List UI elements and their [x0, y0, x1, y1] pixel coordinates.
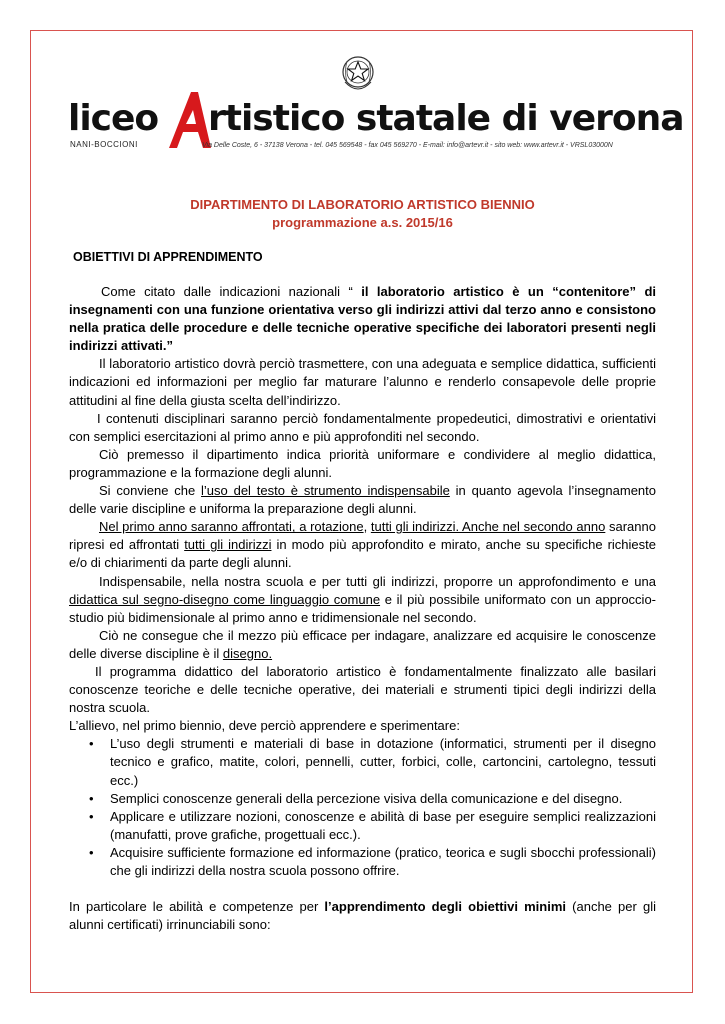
p6-text-c: in modo più approfondito e mirato, anche su specifiche richieste e/o di chiarimenti da parte degli alunni. [69, 537, 656, 571]
logo-word-rest: rtistico statale di verona [208, 98, 684, 139]
bullet-icon: • [89, 808, 94, 824]
paragraph-1 [69, 283, 656, 355]
list-item-text: Semplici conoscenze generali della percezione visiva della comunicazione e del disegno. [110, 790, 623, 806]
list-item-text: Applicare e utilizzare nozioni, conoscenze e abilità di base per eseguire semplici realizzazioni (manufatti, prove grafiche, progettuali ecc.). [110, 808, 656, 842]
p11-bold: l’apprendimento degli obiettivi minimi [324, 899, 567, 915]
p7-text-a: Indispensabile, nella nostra scuola e per tutti gli indirizzi, proporre un approfondimento e una [99, 573, 656, 589]
p8-underlined: disegno. [222, 645, 273, 661]
paragraph-6 [69, 518, 656, 572]
paragraph-8 [69, 627, 656, 663]
p5-underlined: l’uso del testo è strumento indispensabile [201, 483, 450, 499]
list-item-text: L’uso degli strumenti e materiali di base in dotazione (informatici, strumenti per il disegno tecnico e grafico, matite, colori, pennelli, cutter, forbici, colle, cartoncini, cartolegno, tessuti ecc.) [110, 736, 656, 788]
p7-underlined: didattica sul segno-disegno come linguaggio comune [69, 591, 381, 607]
bullet-icon: • [89, 790, 94, 806]
paragraph-3: I contenuti disciplinari saranno perciò fondamentalmente propedeutici, dimostrativi e orientativi con semplici esercitazioni al primo anno e più approfonditi nel secondo. [69, 410, 656, 444]
paragraph-9: Il programma didattico del laboratorio artistico è fondamentalmente finalizzato alle basilari conoscenze teoriche e delle tecniche operative, dei materiali e strumenti tipici degli indirizzi della nostra scuola. [69, 663, 656, 716]
p1-intro: Come citato dalle indicazioni nazionali “ [101, 284, 362, 299]
logo-word-liceo: liceo [68, 98, 159, 139]
paragraph-5 [69, 482, 656, 518]
p5-text-b: in quanto agevola l’insegnamento delle varie discipline e uniforma la preparazione degli alunni. [69, 483, 656, 517]
list-item [84, 844, 656, 880]
p7-text-b: e il più possibile uniformato con un approccio-studio più bidimensionale al primo anno e tridimensionale nel secondo. [69, 591, 656, 625]
bullet-icon: • [89, 844, 94, 860]
paragraph-7 [69, 573, 656, 627]
school-logo [68, 96, 684, 152]
p6-underlined-3: tutti gli indirizzi [184, 537, 272, 553]
department-title: DIPARTIMENTO DI LABORATORIO ARTISTICO BIENNIO [190, 197, 535, 212]
school-address: Via Delle Coste, 6 - 37138 Verona - tel. 045 569548 - fax 045 569270 - E-mail: info@artevr.it - sito web: www.artevr.it - VRSL03000N [202, 142, 613, 149]
bullet-icon: • [89, 736, 94, 752]
list-item-text: Acquisire sufficiente formazione ed informazione (pratico, teorica e sugli sbocchi professionali) che gli indirizzi della nostra scuola possono offrire. [110, 844, 656, 878]
p6-underlined-2: tutti gli indirizzi. Anche nel secondo anno [370, 519, 606, 535]
programming-year: programmazione a.s. 2015/16 [272, 215, 453, 230]
list-item [84, 735, 656, 789]
logo-subtitle: NANI-BOCCIONI [70, 140, 138, 149]
p8-text-a: Ciò ne consegue che il mezzo più efficace per indagare, analizzare ed acquisire le conoscenze delle diverse discipline è il [69, 627, 656, 661]
p6-text-a: , [363, 519, 371, 535]
paragraph-10: L’allievo, nel primo biennio, deve perciò apprendere e sperimentare: [69, 718, 460, 734]
p6-underlined-1: Nel primo anno saranno affrontati, a rotazione [99, 519, 364, 535]
school-letterhead [68, 52, 684, 160]
paragraph-2: Il laboratorio artistico dovrà perciò trasmettere, con una adeguata e semplice didattica, sufficienti indicazioni ed informazioni per meglio far maturare l’alunno e renderlo consapevole delle proprie attitudini al fine della giusta scelta dell’indirizzo. [69, 356, 656, 408]
republic-emblem-icon [339, 52, 377, 96]
p11-text-c: (anche per gli alunni certificati) irrinunciabili sono: [69, 899, 656, 933]
p5-text-a: Si conviene che [99, 483, 202, 499]
p6-text-b: saranno ripresi ed affrontati [69, 519, 656, 553]
list-item [84, 808, 656, 844]
paragraph-11 [69, 898, 656, 934]
list-item [84, 790, 656, 808]
learning-objectives-list [69, 735, 656, 880]
p11-text-a: In particolare le abilità e competenze per [69, 899, 325, 915]
document-body [69, 283, 656, 934]
paragraph-4: Ciò premesso il dipartimento indica priorità uniformare e condividere al meglio didattica, programmazione e la formazione degli alunni. [69, 446, 656, 480]
section-heading: OBIETTIVI DI APPRENDIMENTO [73, 250, 263, 264]
p1-quote: il laboratorio artistico è un “contenitore” di insegnamenti con una funzione orientativa verso gli indirizzi attivi dal terzo anno e consistono nella pratica delle procedure e delle tecniche operative specifiche dei laboratori presenti negli indirizzi attivati.” [69, 284, 657, 354]
